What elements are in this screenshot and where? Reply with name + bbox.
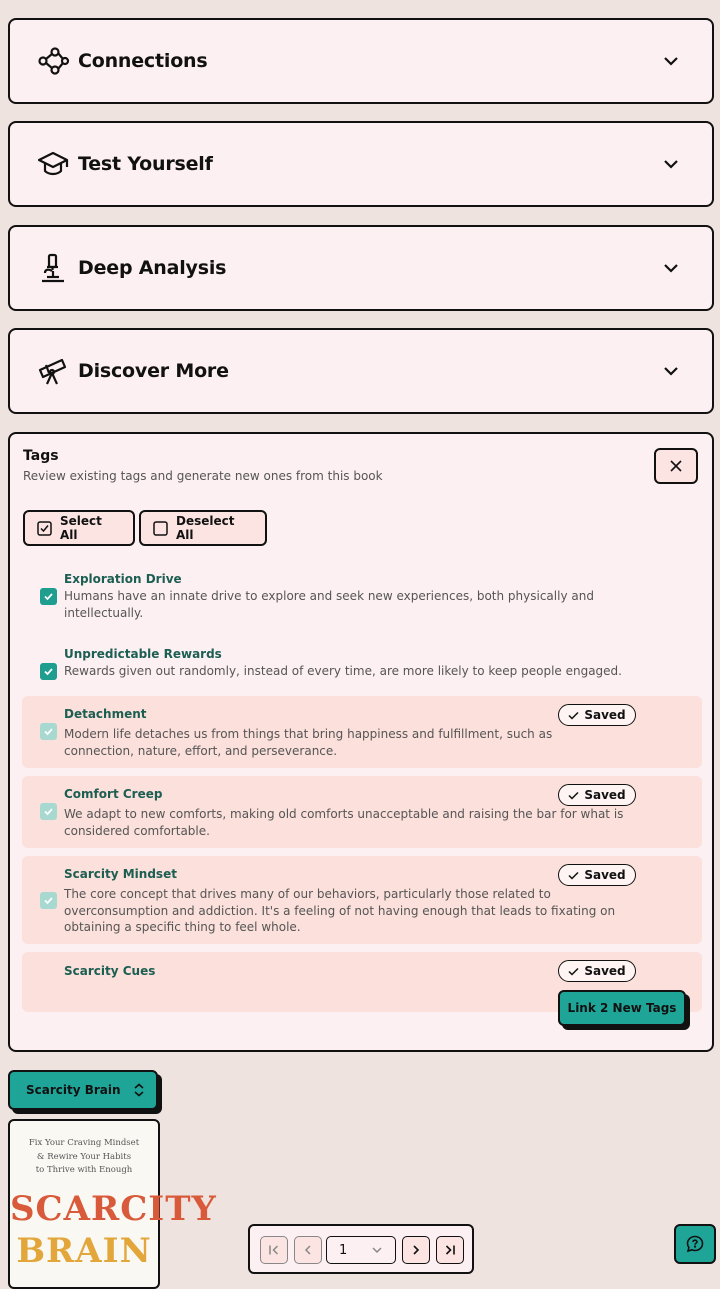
accordion-connections[interactable] (8, 18, 714, 104)
cover-title-line-2: BRAIN (16, 1231, 152, 1271)
tag-checkbox (40, 723, 57, 740)
book-select-label: Scarcity Brain (26, 1083, 121, 1097)
saved-badge (558, 704, 636, 726)
last-page-button[interactable] (436, 1236, 464, 1264)
check-icon (43, 726, 54, 737)
tag-item-comfort-creep (22, 776, 702, 848)
book-cover[interactable] (8, 1119, 217, 1289)
tag-name: Detachment (64, 707, 147, 721)
first-page-button[interactable] (260, 1236, 288, 1264)
telescope-icon (36, 354, 70, 388)
tag-name: Scarcity Cues (64, 964, 156, 978)
close-button[interactable] (654, 448, 698, 484)
accordion-deep-analysis[interactable] (8, 225, 714, 311)
select-all-button[interactable] (23, 510, 135, 546)
check-icon (568, 967, 579, 976)
cover-subtitle: Fix Your Craving Mindset & Rewire Your Habits to Thrive with Enough (28, 1138, 140, 1175)
tag-name: Unpredictable Rewards (64, 647, 222, 661)
accordion-test-yourself[interactable] (8, 121, 714, 207)
connections-icon (36, 44, 70, 78)
saved-label: Saved (584, 788, 626, 802)
tag-item-unpredictable-rewards (22, 642, 702, 686)
tag-description: Rewards given out randomly, instead of every time, are more likely to keep people engaged. (64, 664, 622, 678)
pagination (248, 1224, 474, 1274)
tag-description: The core concept that drives many of our behaviors, particularly those related to overconsumption and addiction. It's a feeling of not having enough that leads to fixating on obtaining a specific thing to feel whole. (64, 887, 616, 934)
last-page-icon (444, 1244, 456, 1256)
saved-label: Saved (584, 708, 626, 722)
saved-badge (558, 960, 636, 982)
tag-description: Modern life detaches us from things that bring happiness and fulfillment, such as connection, nature, effort, and perseverance. (64, 727, 553, 758)
tag-item-scarcity-mindset (22, 856, 702, 944)
graduation-cap-icon (36, 147, 70, 181)
check-icon (568, 791, 579, 800)
checkbox-empty-icon (153, 521, 168, 536)
tag-checkbox[interactable] (40, 663, 57, 680)
check-icon (43, 591, 54, 602)
prev-page-button[interactable] (294, 1236, 322, 1264)
check-icon (568, 711, 579, 720)
tags-panel (8, 432, 714, 1052)
deselect-all-label: Deselect All (176, 514, 235, 542)
select-all-label: Select All (60, 514, 102, 542)
page-select[interactable] (326, 1236, 396, 1264)
tags-subtitle: Review existing tags and generate new ones from this book (23, 469, 383, 483)
tag-checkbox (40, 892, 57, 909)
tag-name: Scarcity Mindset (64, 867, 177, 881)
tag-item-detachment (22, 696, 702, 768)
close-icon (670, 460, 682, 472)
help-chat-icon (686, 1235, 704, 1253)
deselect-all-button[interactable] (139, 510, 267, 546)
chevron-down-icon (371, 1245, 383, 1255)
accordion-title: Connections (78, 50, 208, 72)
chevron-down-icon (660, 257, 682, 279)
checkbox-checked-icon (37, 521, 52, 536)
tag-name: Exploration Drive (64, 572, 182, 586)
tag-checkbox[interactable] (40, 588, 57, 605)
check-icon (568, 871, 579, 880)
help-chat-button[interactable] (674, 1224, 716, 1264)
check-icon (43, 806, 54, 817)
tag-description: We adapt to new comforts, making old comforts unacceptable and raising the bar for what is considered comfortable. (64, 807, 624, 838)
tag-item-exploration-drive (22, 564, 702, 624)
check-icon (43, 666, 54, 677)
chevron-down-icon (660, 360, 682, 382)
next-page-button[interactable] (402, 1236, 430, 1264)
accordion-title: Discover More (78, 360, 229, 382)
chevron-down-icon (660, 50, 682, 72)
tag-list[interactable] (22, 564, 702, 978)
saved-label: Saved (584, 868, 626, 882)
accordion-discover-more[interactable] (8, 328, 714, 414)
saved-badge (558, 784, 636, 806)
first-page-icon (268, 1244, 280, 1256)
saved-badge (558, 864, 636, 886)
chevron-up-down-icon (133, 1083, 145, 1097)
tag-checkbox (40, 803, 57, 820)
chevron-left-icon (302, 1244, 314, 1256)
chevron-right-icon (410, 1244, 422, 1256)
check-icon (43, 895, 54, 906)
saved-label: Saved (584, 964, 626, 978)
accordion-title: Test Yourself (78, 153, 213, 175)
book-select[interactable] (8, 1070, 158, 1110)
tag-description: Humans have an innate drive to explore and seek new experiences, both physically and intellectually. (64, 589, 594, 620)
current-page: 1 (339, 1242, 348, 1258)
link-new-tags-button[interactable]: Link 2 New Tags (558, 990, 686, 1026)
accordion-title: Deep Analysis (78, 257, 227, 279)
cover-title-line-1: SCARCITY (10, 1189, 217, 1229)
chevron-down-icon (660, 153, 682, 175)
tags-title: Tags (23, 448, 59, 464)
microscope-icon (36, 251, 70, 285)
tag-name: Comfort Creep (64, 787, 163, 801)
